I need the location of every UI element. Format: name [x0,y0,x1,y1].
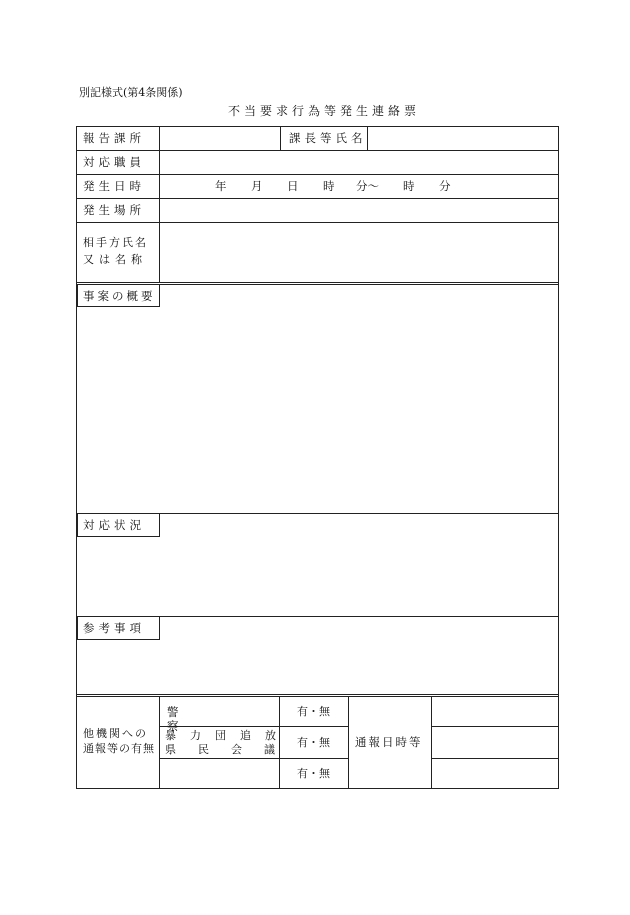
form-title: 不当要求行為等発生連絡票 [228,104,421,118]
response-field[interactable] [160,514,557,615]
yes-no-other[interactable]: 有・無 [297,767,330,780]
summary-label-box [77,284,160,307]
agency-council-line1: 暴力団追放 [165,729,290,742]
reference-label-box [77,616,160,640]
label-reference: 参考事項 [83,621,145,635]
rule [77,282,558,283]
notify-datetime-field-2[interactable] [432,728,557,757]
label-place: 発生場所 [83,203,145,217]
unit-hour: 時 [323,179,335,193]
yes-no-police[interactable]: 有・無 [297,705,330,718]
yes-no-council[interactable]: 有・無 [297,736,330,749]
label-staff: 対応職員 [83,155,145,169]
label-response: 対応状況 [83,518,145,532]
unit-minute-to: 分 [439,179,451,193]
party-name-field[interactable] [160,223,557,281]
label-chief-name: 課長等氏名 [289,131,367,145]
label-report-dept: 報告課所 [83,131,145,145]
response-label-box [77,513,160,537]
form-caption: 別記様式(第4条関係) [79,86,183,99]
rule [77,694,558,695]
agency-police [167,705,272,733]
unit-year: 年 [215,179,227,193]
unit-month: 月 [251,179,263,193]
unit-minute-from: 分～ [356,179,379,193]
place-field[interactable] [160,199,557,221]
datetime-field[interactable] [160,175,557,197]
notify-datetime-field-1[interactable] [432,697,557,725]
form-table [76,126,559,789]
column-divider [348,696,349,788]
agency-police-name: 警察 [167,705,259,733]
reference-field[interactable] [77,641,557,693]
agency-council-line2: 県民会議 [165,743,297,756]
report-dept-field[interactable] [160,128,279,149]
unit-day: 日 [287,179,299,193]
unit-hour-to: 時 [403,179,415,193]
label-datetime: 発生日時 [83,179,145,193]
label-notify-line1: 他機関への [83,727,148,740]
column-divider [280,127,281,150]
notify-datetime-field-3[interactable] [432,759,557,787]
staff-field[interactable] [160,151,557,173]
label-summary: 事案の概要 [83,289,156,303]
label-notify-line2: 通報等の有無 [83,742,155,755]
summary-field[interactable] [160,285,557,512]
chief-name-field[interactable] [368,128,557,149]
label-party-line1: 相手方氏名 [83,236,148,249]
rule [431,726,558,727]
label-party-line2: 又は名称 [83,253,147,266]
agency-other-field[interactable] [160,759,279,787]
label-notify-datetime: 通報日時等 [355,735,423,749]
